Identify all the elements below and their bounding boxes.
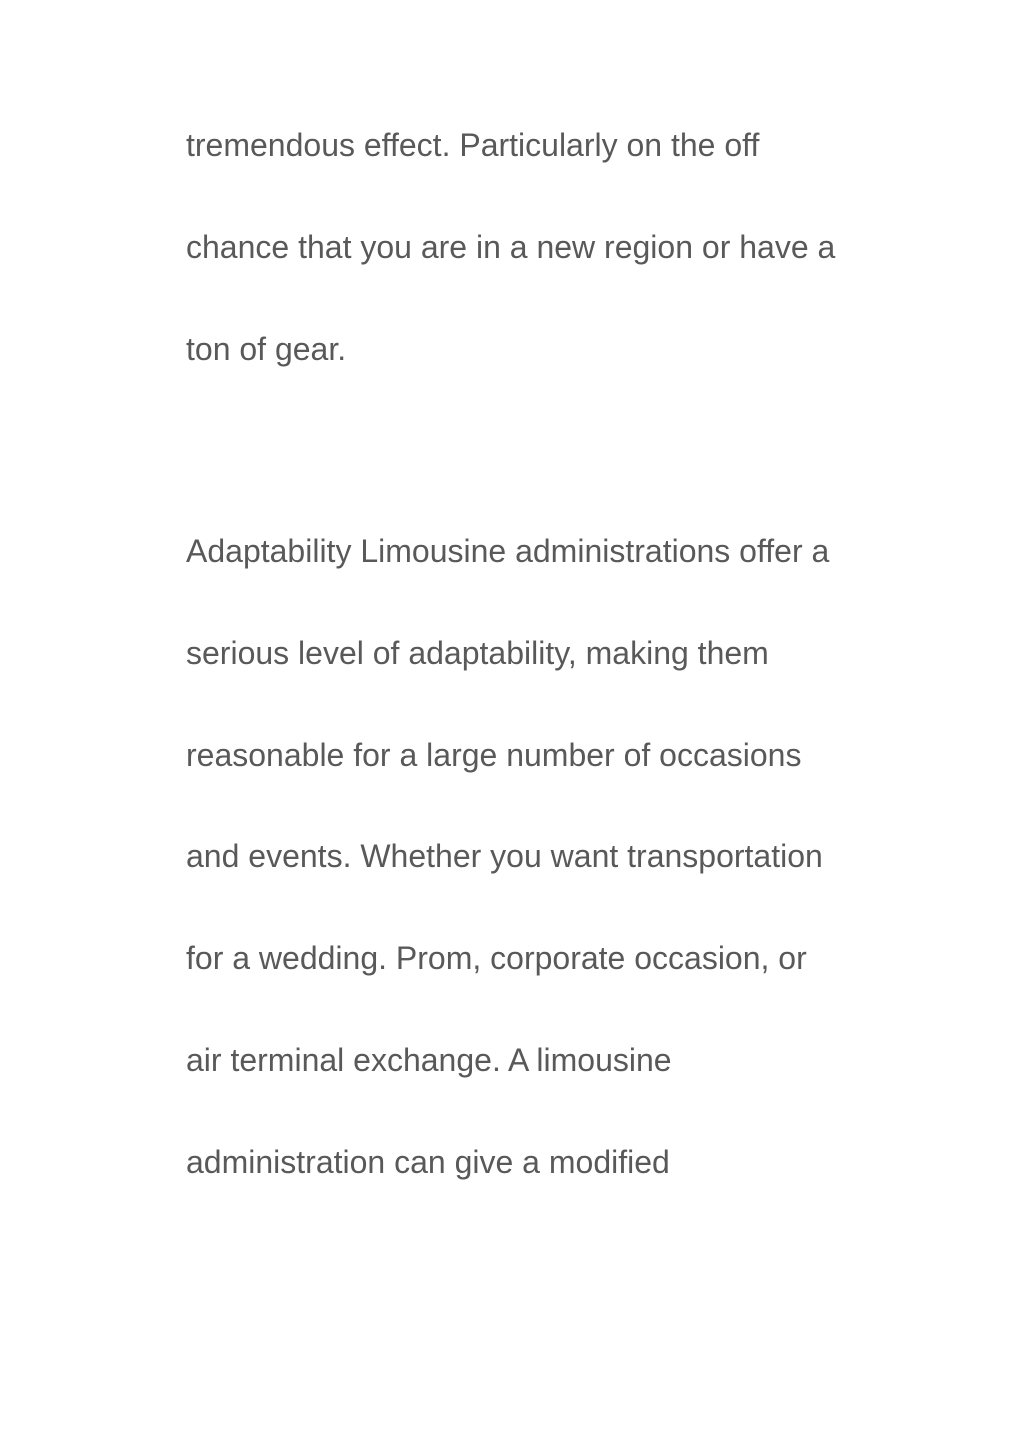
text-line: for a wedding. Prom, corporate occasion, or (186, 940, 807, 976)
text-line: Adaptability Limousine administrations offer a (186, 533, 830, 569)
text-line: ton of gear. (186, 331, 347, 367)
text-line: tremendous effect. Particularly on the off (186, 127, 760, 163)
text-line: air terminal exchange. A limousine (186, 1042, 672, 1078)
text-line: and events. Whether you want transportation (186, 838, 823, 874)
text-line: chance that you are in a new region or have a (186, 229, 836, 265)
text-line: reasonable for a large number of occasions (186, 737, 802, 773)
text-line: administration can give a modified (186, 1144, 670, 1180)
text-line: serious level of adaptability, making them (186, 635, 769, 671)
